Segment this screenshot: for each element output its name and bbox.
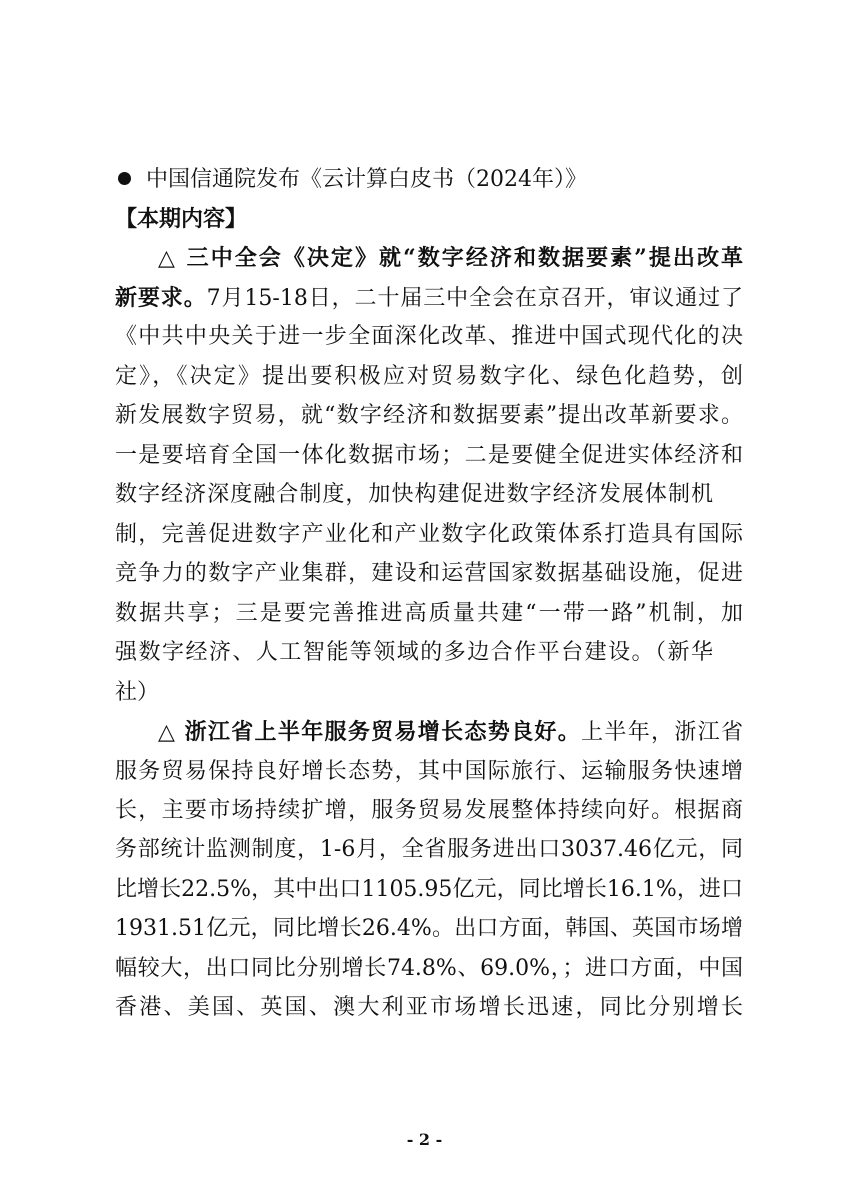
paragraph-line: 新发展数字贸易，就“数字经济和数据要素”提出改革新要求。 (115, 403, 743, 428)
paragraph-line (158, 712, 743, 752)
triangle-icon: △ (158, 719, 177, 745)
paragraph-line: 长，主要市场持续扩增，服务贸易发展整体持续向好。根据商 (115, 798, 743, 823)
article-title (158, 238, 743, 278)
title-text: 三中全会《决定》就“数字经济和数据要素”提出改革 (186, 245, 743, 271)
paragraph-line: 务部统计监测制度，1-6月，全省服务进出口3037.46亿元，同 (115, 837, 743, 862)
paragraph-line: 幅较大，出口同比分别增长74.8%、69.0%，；进口方面，中国 (115, 956, 743, 981)
paragraph-line: 比增长22.5%，其中出口1105.95亿元，同比增长16.1%，进口 (115, 877, 743, 902)
paragraph-line: 定》，《决定》提出要积极应对贸易数字化、绿色化趋势，创 (115, 364, 743, 389)
paragraph-line: 制，完善促进数字产业化和产业数字化政策体系打造具有国际 (115, 522, 743, 547)
paragraph-line: 《中共中央关于进一步全面深化改革、推进中国式现代化的决 (115, 324, 743, 349)
page-number: - 2 - (406, 1130, 443, 1149)
body-text: 上半年，浙江省 (581, 720, 743, 745)
toc-item: 中国信通院发布《云计算白皮书（2024年）》 (146, 167, 587, 192)
paragraph-line: 数据共享；三是要完善推进高质量共建“一带一路”机制，加 (115, 601, 743, 626)
article-title: 浙江省上半年服务贸易增长态势良好。 (184, 719, 582, 745)
paragraph-line: 竞争力的数字产业集群，建设和运营国家数据基础设施，促进 (115, 561, 743, 586)
triangle-icon: △ (158, 245, 177, 271)
paragraph-line (115, 278, 743, 318)
paragraph-line: 一是要培育全国一体化数据市场；二是要健全促进实体经济和 (115, 443, 743, 468)
body-text: 7月15-18日，二十届三中全会在京召开，审议通过了 (206, 286, 743, 311)
bullet-icon (118, 172, 131, 185)
paragraph-line: 社） (115, 680, 160, 705)
paragraph-line: 服务贸易保持良好增长态势，其中国际旅行、运输服务快速增 (115, 759, 743, 784)
title-text: 新要求。 (115, 285, 207, 311)
section-heading: 【本期内容】 (115, 206, 248, 232)
paragraph-line: 香港、美国、英国、澳大利亚市场增长迅速，同比分别增长 (115, 995, 743, 1020)
paragraph-line: 数字经济深度融合制度，加快构建促进数字经济发展体制机 (115, 482, 713, 507)
paragraph-line: 强数字经济、人工智能等领域的多边合作平台建设。（新华 (115, 640, 713, 665)
paragraph-line: 1931.51亿元，同比增长26.4%。出口方面，韩国、英国市场增 (115, 916, 743, 941)
